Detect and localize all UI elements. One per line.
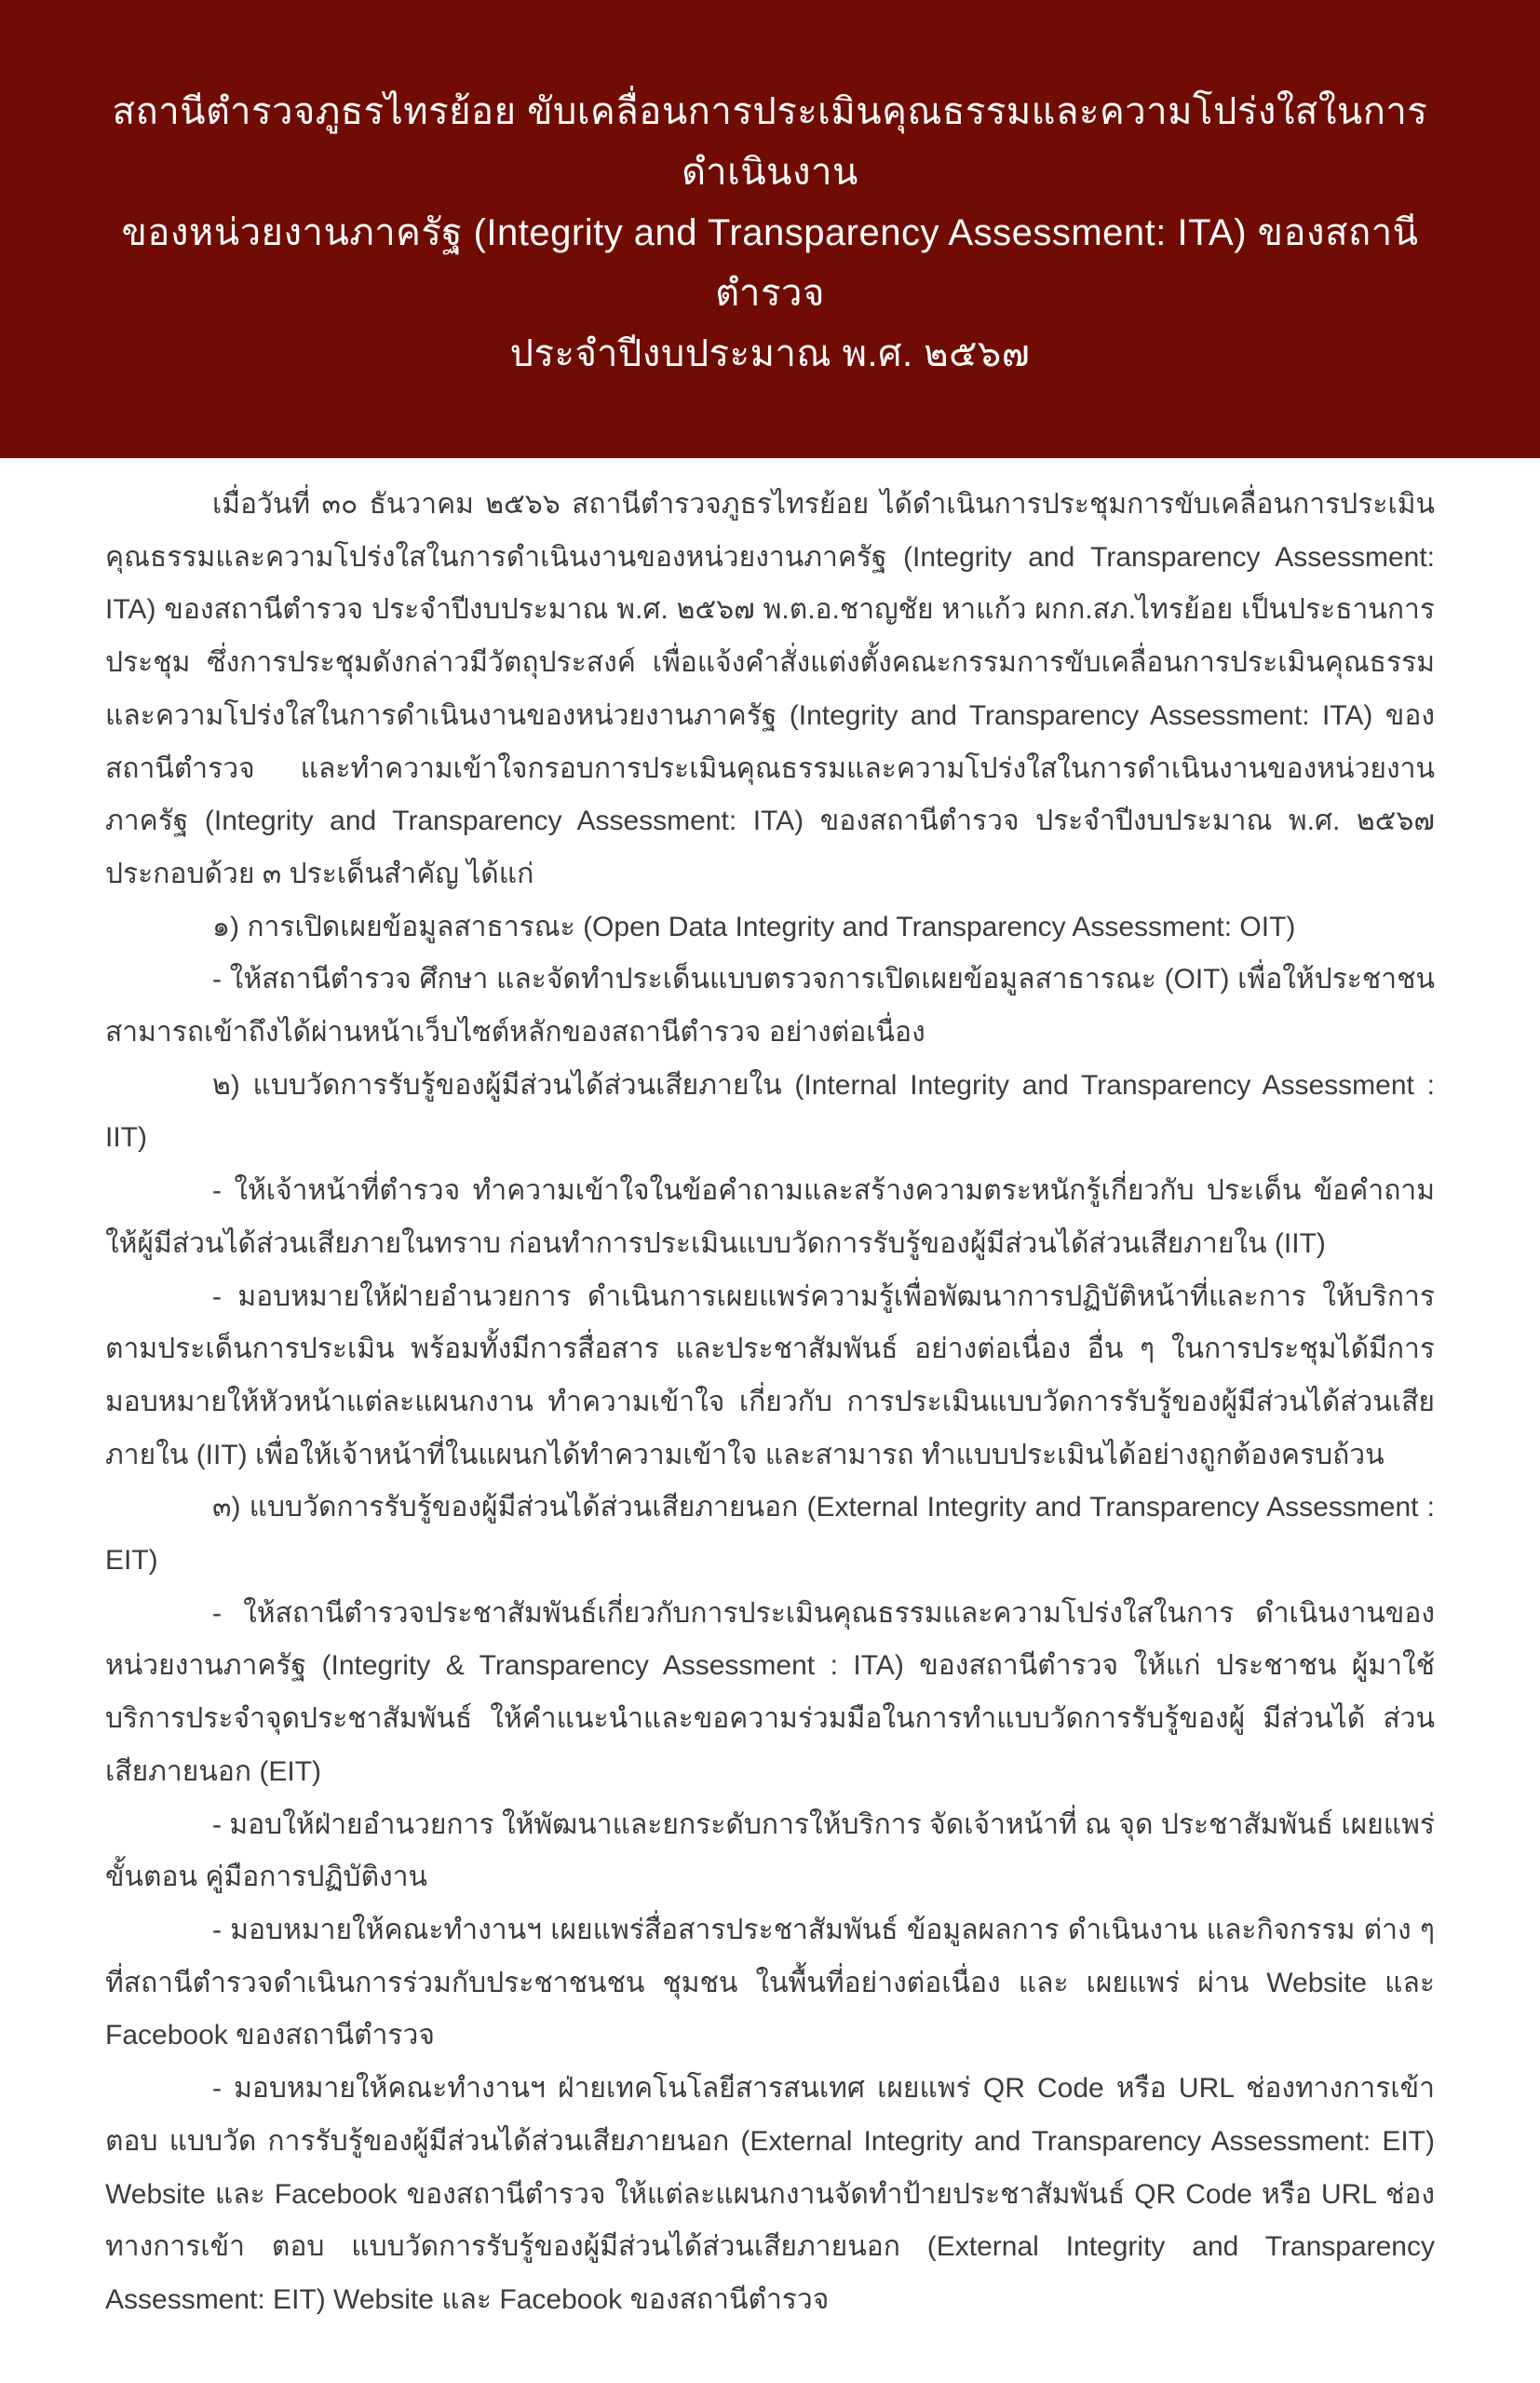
- topic-2-detail-2: - มอบหมายให้ฝ่ายอำนวยการ ดำเนินการเผยแพร่ความรู้เพื่อพัฒนาการปฏิบัติหน้าที่และการ ให้บริการตามประเด็นการประเมิน พร้อมทั้งมีการสื่อสาร และประชาสัมพันธ์ อย่างต่อเนื่อง อื่น ๆ ในการประชุมได้มีการมอบหมายให้หัวหน้าแต่ละแผนกงาน ทำความเข้าใจ เกี่ยวกับ การประเมินแบบวัดการรับรู้ของผู้มีส่วนได้ส่วนเสียภายใน (IIT) เพื่อให้เจ้าหน้าที่ในแผนกได้ทำความเข้าใจ และสามารถ ทำแบบประเมินได้อย่างถูกต้องครบถ้วน: [105, 1280, 1435, 1470]
- intro-paragraph: เมื่อวันที่ ๓๐ ธันวาคม ๒๕๖๖ สถานีตำรวจภูธรไทรย้อย ได้ดำเนินการประชุมการขับเคลื่อนการประเมินคุณธรรมและความโปร่งใสในการดำเนินงานของหน่วยงานภาครัฐ (Integrity and Transparency Assessment: ITA) ของสถานีตำรวจ ประจำปีงบประมาณ พ.ศ. ๒๕๖๗ พ.ต.อ.ชาญชัย หาแก้ว ผกก.สภ.ไทรย้อย เป็นประธานการประชุม ซึ่งการประชุมดังกล่าวมีวัตถุประสงค์ เพื่อแจ้งคำสั่งแต่งตั้งคณะกรรมการขับเคลื่อนการประเมินคุณธรรมและความโปร่งใสในการดำเนินงานของหน่วยงานภาครัฐ (Integrity and Transparency Assessment: ITA) ของสถานีตำรวจ และทำความเข้าใจกรอบการประเมินคุณธรรมและความโปร่งใสในการดำเนินงานของหน่วยงานภาครัฐ (Integrity and Transparency Assessment: ITA) ของสถานีตำรวจ ประจำปีงบประมาณ พ.ศ. ๒๕๖๗ ประกอบด้วย ๓ ประเด็นสำคัญ ได้แก่: [105, 489, 1435, 889]
- topic-3-detail-3: - มอบหมายให้คณะทำงานฯ เผยแพร่สื่อสารประชาสัมพันธ์ ข้อมูลผลการ ดำเนินงาน และกิจกรรม ต่าง ๆ ที่สถานีตำรวจดำเนินการร่วมกับประชาชนชน ชุมชน ในพื้นที่อย่างต่อเนื่อง และ เผยแพร่ ผ่าน Website และ Facebook ของสถานีตำรวจ: [105, 1914, 1435, 2051]
- page-title-line-2: ของหน่วยงานภาครัฐ (Integrity and Transparency Assessment: ITA) ของสถานีตำรวจ: [121, 212, 1419, 314]
- topic-2-detail-1: - ให้เจ้าหน้าที่ตำรวจ ทำความเข้าใจในข้อคำถามและสร้างความตระหนักรู้เกี่ยวกับ ประเด็น ข้อคำถามให้ผู้มีส่วนได้ส่วนเสียภายในทราบ ก่อนทำการประเมินแบบวัดการรับรู้ของผู้มีส่วนได้ส่วนเสียภายใน (IIT): [105, 1175, 1435, 1259]
- topic-3-detail-2: - มอบให้ฝ่ายอำนวยการ ให้พัฒนาและยกระดับการให้บริการ จัดเจ้าหน้าที่ ณ จุด ประชาสัมพันธ์ เผยแพร่ขั้นตอน คู่มือการปฏิบัติงาน: [105, 1808, 1435, 1893]
- page-title-line-1: สถานีตำรวจภูธรไทรย้อย ขับเคลื่อนการประเมินคุณธรรมและความโปร่งใสในการดำเนินงาน: [112, 91, 1428, 193]
- topic-3-detail-1: - ให้สถานีตำรวจประชาสัมพันธ์เกี่ยวกับการประเมินคุณธรรมและความโปร่งใสในการ ดำเนินงานของหน่วยงานภาครัฐ (Integrity & Transparency Assessment : ITA) ของสถานีตำรวจ ให้แก่ ประชาชน ผู้มาใช้บริการประจำจุดประชาสัมพันธ์ ให้คำแนะนำและขอความร่วมมือในการทำแบบวัดการรับรู้ของผู้ มีส่วนได้ ส่วน เสียภายนอก (EIT): [105, 1597, 1435, 1787]
- topic-2-heading: ๒) แบบวัดการรับรู้ของผู้มีส่วนได้ส่วนเสียภายใน (Internal Integrity and Transparency Assessment : IIT): [105, 1069, 1435, 1154]
- topic-1-heading: ๑) การเปิดเผยข้อมูลสาธารณะ (Open Data Integrity and Transparency Assessment: OIT): [212, 911, 1296, 942]
- topic-1-detail: - ให้สถานีตำรวจ ศึกษา และจัดทำประเด็นแบบตรวจการเปิดเผยข้อมูลสาธารณะ (OIT) เพื่อให้ประชาชนสามารถเข้าถึงได้ผ่านหน้าเว็บไซต์หลักของสถานีตำรวจ อย่างต่อเนื่อง: [105, 964, 1435, 1049]
- topic-3-detail-4: - มอบหมายให้คณะทำงานฯ ฝ่ายเทคโนโลยีสารสนเทศ เผยแพร่ QR Code หรือ URL ช่องทางการเข้าตอบ แบบวัด การรับรู้ของผู้มีส่วนได้ส่วนเสียภายนอก (External Integrity and Transparency Assessment: EIT) Website และ Facebook ของสถานีตำรวจ ให้แต่ละแผนกงานจัดทำป้ายประชาสัมพันธ์ QR Code หรือ URL ช่องทางการเข้า ตอบ แบบวัดการรับรู้ของผู้มีส่วนได้ส่วนเสียภายนอก (External Integrity and Transparency Assessment: EIT) Website และ Facebook ของสถานีตำรวจ: [105, 2073, 1435, 2315]
- topic-3-heading: ๓) แบบวัดการรับรู้ของผู้มีส่วนได้ส่วนเสียภายนอก (External Integrity and Transparency Assessment : EIT): [105, 1492, 1435, 1577]
- document-body: [0, 458, 1540, 2383]
- page-title-line-3: ประจำปีงบประมาณ พ.ศ. ๒๕๖๗: [509, 333, 1031, 374]
- header-banner: [0, 0, 1540, 458]
